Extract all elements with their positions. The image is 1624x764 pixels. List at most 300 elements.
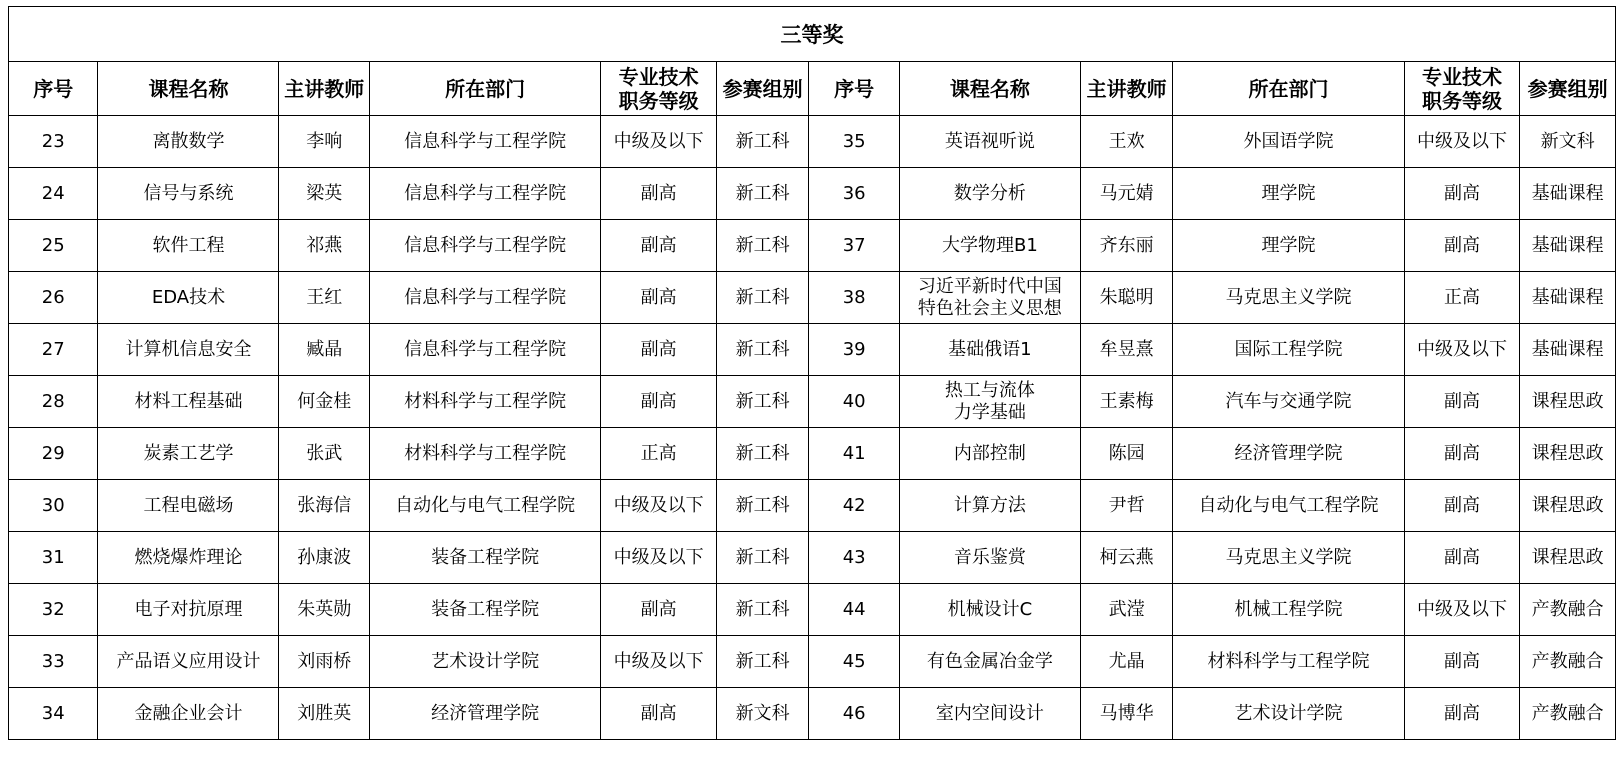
left-seq-cell-text: 30: [41, 494, 65, 516]
left-department-cell-text: 经济管理学院: [431, 702, 540, 724]
left-title-level-cell-text: 副高: [640, 234, 677, 256]
right-department-cell-text: 理学院: [1261, 234, 1316, 256]
left-department-cell-text: 材料科学与工程学院: [404, 442, 567, 464]
left-title-level-cell-text: 副高: [640, 338, 677, 360]
left-course-name-cell: [98, 688, 279, 740]
right-course-name-cell: [899, 480, 1080, 532]
left-seq-cell: [9, 688, 98, 740]
left-teacher-cell-text: 刘雨桥: [297, 650, 352, 672]
left-course-name-cell: [98, 532, 279, 584]
right-course-name-cell: [899, 428, 1080, 480]
right-department-cell: [1173, 480, 1404, 532]
right-department-cell: [1173, 324, 1404, 376]
left-department-cell-text: 信息科学与工程学院: [404, 286, 567, 308]
right-seq-cell: [809, 220, 900, 272]
left-title-level-cell-text: 副高: [640, 390, 677, 412]
left-seq-cell: [9, 428, 98, 480]
left-department-cell: [369, 376, 600, 428]
left-group-cell: [716, 636, 809, 688]
right-seq-cell: [809, 480, 900, 532]
right-teacher-cell-text: 王欢: [1108, 130, 1145, 152]
left-group-header-text: 参赛组别: [722, 76, 803, 101]
right-course-name-cell: [899, 168, 1080, 220]
right-title-level-cell: [1404, 584, 1520, 636]
left-course-name-cell: [98, 376, 279, 428]
right-title-level-cell-text: 正高: [1444, 286, 1480, 308]
left-seq-cell-text: 26: [41, 286, 65, 308]
right-seq-cell: [809, 324, 900, 376]
left-department-cell: [369, 324, 600, 376]
left-teacher-cell: [279, 636, 370, 688]
left-teacher-cell: [279, 688, 370, 740]
right-title-level-cell-text: 中级及以下: [1417, 598, 1507, 620]
right-teacher-cell: [1080, 168, 1173, 220]
right-department-cell-text: 马克思主义学院: [1225, 546, 1352, 568]
left-course-name-cell: [98, 428, 279, 480]
left-teacher-cell-text: 刘胜英: [297, 702, 352, 724]
left-teacher-cell: [279, 584, 370, 636]
right-title-level-cell-text: 中级及以下: [1417, 130, 1507, 152]
right-group-cell-text: 基础课程: [1531, 234, 1604, 256]
right-course-name-cell-text: 基础俄语1: [948, 338, 1032, 360]
left-seq-cell-text: 32: [41, 598, 65, 620]
right-department-cell: [1173, 220, 1404, 272]
right-department-cell: [1173, 272, 1404, 324]
right-title-level-cell-text: 副高: [1444, 494, 1480, 516]
left-course-name-cell-text: 离散数学: [152, 130, 225, 152]
right-department-cell: [1173, 584, 1404, 636]
left-teacher-cell-text: 何金桂: [297, 390, 352, 412]
right-teacher-cell-text: 马元婧: [1099, 182, 1154, 204]
left-group-cell: [716, 584, 809, 636]
right-title-level-header-text: 专业技术 职务等级: [1422, 64, 1502, 113]
left-teacher-cell-text: 王红: [306, 286, 343, 308]
right-group-cell-text: 课程思政: [1531, 390, 1604, 412]
right-course-name-cell-text: 英语视听说: [944, 130, 1035, 152]
left-department-header-text: 所在部门: [445, 76, 526, 101]
right-seq-cell-text: 35: [842, 130, 866, 152]
right-course-name-cell: [899, 220, 1080, 272]
left-teacher-cell-text: 李响: [306, 130, 343, 152]
left-seq-cell: [9, 168, 98, 220]
right-seq-cell: [809, 584, 900, 636]
table-row: [9, 688, 1616, 740]
right-course-name-cell: [899, 376, 1080, 428]
right-group-cell: [1520, 376, 1616, 428]
right-seq-cell: [809, 688, 900, 740]
right-group-cell-text: 产教融合: [1531, 702, 1604, 724]
right-teacher-cell-text: 柯云燕: [1099, 546, 1154, 568]
table-title: 三等奖: [9, 7, 1616, 62]
right-course-name-cell: [899, 636, 1080, 688]
right-seq-cell-text: 42: [842, 494, 866, 516]
left-seq-cell: [9, 584, 98, 636]
left-group-cell: [716, 376, 809, 428]
left-department-header: [369, 62, 600, 116]
right-teacher-cell: [1080, 584, 1173, 636]
right-course-name-cell-text: 内部控制: [953, 442, 1026, 464]
right-group-cell: [1520, 220, 1616, 272]
left-group-cell-text: 新工科: [735, 390, 790, 412]
right-department-cell: [1173, 636, 1404, 688]
left-course-name-cell-text: 炭素工艺学: [143, 442, 234, 464]
right-course-name-cell-text: 习近平新时代中国 特色社会主义思想: [917, 275, 1062, 319]
right-teacher-header-text: 主讲教师: [1086, 76, 1167, 101]
left-department-cell: [369, 168, 600, 220]
right-teacher-cell: [1080, 116, 1173, 168]
left-teacher-cell: [279, 168, 370, 220]
right-seq-cell-text: 38: [842, 286, 866, 308]
left-group-cell-text: 新工科: [735, 130, 790, 152]
right-teacher-cell: [1080, 428, 1173, 480]
left-teacher-cell-text: 张武: [306, 442, 343, 464]
left-group-header: [716, 62, 809, 116]
left-seq-cell-text: 25: [41, 234, 65, 256]
right-seq-cell-text: 41: [842, 442, 866, 464]
right-seq-cell: [809, 428, 900, 480]
table-row: [9, 480, 1616, 532]
left-title-level-cell: [601, 428, 717, 480]
right-teacher-cell-text: 尤晶: [1108, 650, 1145, 672]
left-group-cell: [716, 272, 809, 324]
left-title-level-cell: [601, 636, 717, 688]
right-title-level-cell: [1404, 428, 1520, 480]
right-course-name-cell-text: 有色金属冶金学: [926, 650, 1053, 672]
right-group-cell: [1520, 532, 1616, 584]
right-title-level-cell: [1404, 116, 1520, 168]
right-group-cell-text: 课程思政: [1531, 546, 1604, 568]
left-teacher-cell: [279, 116, 370, 168]
right-title-level-cell-text: 副高: [1444, 390, 1480, 412]
left-course-name-header: [98, 62, 279, 116]
right-group-cell: [1520, 480, 1616, 532]
left-group-cell-text: 新工科: [735, 234, 790, 256]
right-group-cell: [1520, 688, 1616, 740]
right-group-cell-text: 基础课程: [1531, 182, 1604, 204]
right-department-cell-text: 机械工程学院: [1234, 598, 1343, 620]
left-department-cell-text: 信息科学与工程学院: [404, 338, 567, 360]
left-group-cell-text: 新工科: [735, 598, 790, 620]
right-teacher-cell-text: 尹哲: [1108, 494, 1145, 516]
right-group-cell-text: 课程思政: [1531, 494, 1604, 516]
left-seq-cell-text: 24: [41, 182, 65, 204]
left-seq-cell: [9, 376, 98, 428]
right-course-name-cell-text: 计算方法: [953, 494, 1026, 516]
left-seq-cell: [9, 116, 98, 168]
right-group-cell-text: 课程思政: [1531, 442, 1604, 464]
left-group-cell-text: 新工科: [735, 442, 790, 464]
header-row: [9, 62, 1616, 116]
right-title-level-cell-text: 副高: [1444, 546, 1480, 568]
left-teacher-cell: [279, 324, 370, 376]
right-department-cell-text: 马克思主义学院: [1225, 286, 1352, 308]
right-department-cell-text: 自动化与电气工程学院: [1198, 494, 1379, 516]
left-course-name-cell-text: 软件工程: [152, 234, 225, 256]
left-teacher-cell-text: 孙康波: [297, 546, 352, 568]
right-title-level-cell: [1404, 220, 1520, 272]
left-title-level-cell: [601, 324, 717, 376]
right-group-cell: [1520, 272, 1616, 324]
right-group-cell: [1520, 428, 1616, 480]
right-department-header: [1173, 62, 1404, 116]
table-row: [9, 376, 1616, 428]
table-row: [9, 116, 1616, 168]
left-teacher-cell-text: 祁燕: [306, 234, 343, 256]
right-course-name-cell: [899, 584, 1080, 636]
right-department-cell: [1173, 376, 1404, 428]
right-group-cell: [1520, 584, 1616, 636]
right-seq-header: [809, 62, 900, 116]
right-title-level-cell: [1404, 480, 1520, 532]
left-title-level-cell-text: 中级及以下: [613, 130, 704, 152]
left-group-cell-text: 新工科: [735, 546, 790, 568]
right-department-cell: [1173, 116, 1404, 168]
right-seq-cell: [809, 532, 900, 584]
left-title-level-cell: [601, 116, 717, 168]
left-course-name-cell: [98, 220, 279, 272]
right-title-level-cell: [1404, 376, 1520, 428]
left-course-name-cell-text: 材料工程基础: [134, 390, 243, 412]
left-course-name-cell: [98, 636, 279, 688]
left-course-name-cell: [98, 168, 279, 220]
left-teacher-cell: [279, 272, 370, 324]
left-seq-header-text: 序号: [33, 76, 74, 101]
left-seq-cell-text: 29: [41, 442, 65, 464]
right-course-name-cell: [899, 688, 1080, 740]
left-course-name-cell-text: 信号与系统: [143, 182, 234, 204]
left-seq-cell: [9, 636, 98, 688]
right-title-level-cell-text: 副高: [1444, 234, 1480, 256]
right-seq-header-text: 序号: [834, 76, 875, 101]
left-teacher-header: [279, 62, 370, 116]
right-teacher-cell: [1080, 272, 1173, 324]
right-seq-cell: [809, 272, 900, 324]
left-group-cell-text: 新文科: [735, 702, 790, 724]
right-teacher-cell-text: 武滢: [1108, 598, 1145, 620]
left-teacher-cell-text: 朱英勋: [297, 598, 352, 620]
left-department-cell: [369, 220, 600, 272]
right-group-cell-text: 产教融合: [1531, 598, 1604, 620]
title-row: [9, 7, 1616, 62]
right-seq-cell-text: 43: [842, 546, 866, 568]
left-department-cell: [369, 636, 600, 688]
right-seq-cell-text: 46: [842, 702, 866, 724]
right-seq-cell-text: 37: [842, 234, 866, 256]
right-course-name-header: [899, 62, 1080, 116]
left-group-cell: [716, 220, 809, 272]
left-title-level-cell: [601, 376, 717, 428]
right-course-name-cell: [899, 272, 1080, 324]
right-title-level-cell-text: 副高: [1444, 442, 1480, 464]
left-course-name-cell-text: 产品语义应用设计: [116, 650, 261, 672]
right-seq-cell: [809, 168, 900, 220]
right-group-cell-text: 产教融合: [1531, 650, 1604, 672]
right-seq-cell: [809, 636, 900, 688]
right-title-level-cell: [1404, 168, 1520, 220]
left-title-level-cell: [601, 272, 717, 324]
right-title-level-cell: [1404, 532, 1520, 584]
left-seq-header: [9, 62, 98, 116]
left-course-name-cell: [98, 272, 279, 324]
right-teacher-cell-text: 齐东丽: [1099, 234, 1154, 256]
right-group-cell-text: 基础课程: [1531, 286, 1604, 308]
right-course-name-cell: [899, 532, 1080, 584]
left-department-cell: [369, 584, 600, 636]
left-department-cell-text: 信息科学与工程学院: [404, 234, 567, 256]
left-group-cell: [716, 480, 809, 532]
left-teacher-cell: [279, 480, 370, 532]
left-title-level-cell-text: 中级及以下: [613, 546, 704, 568]
left-seq-cell-text: 27: [41, 338, 65, 360]
left-title-level-cell: [601, 532, 717, 584]
left-group-cell: [716, 116, 809, 168]
right-title-level-cell-text: 副高: [1444, 702, 1480, 724]
right-seq-cell-text: 36: [842, 182, 866, 204]
left-teacher-cell: [279, 376, 370, 428]
right-course-name-cell-text: 大学物理B1: [942, 234, 1038, 256]
left-group-cell-text: 新工科: [735, 494, 790, 516]
right-department-cell-text: 材料科学与工程学院: [1207, 650, 1370, 672]
left-department-cell: [369, 688, 600, 740]
left-course-name-cell-text: EDA技术: [151, 286, 226, 308]
left-course-name-cell: [98, 480, 279, 532]
right-teacher-cell: [1080, 688, 1173, 740]
left-group-cell: [716, 168, 809, 220]
table-row: [9, 324, 1616, 376]
right-teacher-cell: [1080, 480, 1173, 532]
right-course-name-cell: [899, 116, 1080, 168]
right-group-cell: [1520, 168, 1616, 220]
right-course-name-header-text: 课程名称: [949, 76, 1030, 101]
left-department-cell: [369, 272, 600, 324]
right-department-cell-text: 艺术设计学院: [1234, 702, 1343, 724]
left-group-cell: [716, 428, 809, 480]
left-title-level-cell-text: 副高: [640, 598, 677, 620]
left-seq-cell-text: 23: [41, 130, 65, 152]
left-teacher-cell-text: 梁英: [306, 182, 343, 204]
right-group-cell: [1520, 636, 1616, 688]
left-title-level-cell: [601, 688, 717, 740]
left-group-cell-text: 新工科: [735, 182, 790, 204]
right-title-level-cell-text: 副高: [1444, 650, 1480, 672]
left-department-cell-text: 材料科学与工程学院: [404, 390, 567, 412]
right-course-name-cell-text: 机械设计C: [947, 598, 1033, 620]
right-department-cell: [1173, 532, 1404, 584]
left-course-name-cell-text: 工程电磁场: [143, 494, 234, 516]
left-course-name-cell-text: 金融企业会计: [134, 702, 243, 724]
right-title-level-header: [1404, 62, 1520, 116]
left-title-level-cell-text: 中级及以下: [613, 494, 704, 516]
left-department-cell-text: 装备工程学院: [431, 598, 540, 620]
table-row: [9, 532, 1616, 584]
left-course-name-cell: [98, 324, 279, 376]
left-teacher-cell-text: 张海信: [297, 494, 352, 516]
left-group-cell-text: 新工科: [735, 338, 790, 360]
left-seq-cell: [9, 220, 98, 272]
right-department-cell-text: 外国语学院: [1243, 130, 1334, 152]
right-group-cell-text: 基础课程: [1531, 338, 1604, 360]
left-group-cell: [716, 688, 809, 740]
award-table-container: [8, 6, 1616, 740]
right-teacher-cell: [1080, 636, 1173, 688]
award-table: [8, 6, 1616, 740]
table-row: [9, 636, 1616, 688]
left-title-level-cell: [601, 168, 717, 220]
left-department-cell: [369, 480, 600, 532]
left-title-level-header: [601, 62, 717, 116]
left-seq-cell-text: 28: [41, 390, 65, 412]
left-department-cell-text: 信息科学与工程学院: [404, 182, 567, 204]
left-group-cell-text: 新工科: [735, 650, 790, 672]
left-department-cell: [369, 116, 600, 168]
right-teacher-cell-text: 陈园: [1108, 442, 1145, 464]
right-course-name-cell-text: 数学分析: [953, 182, 1026, 204]
left-course-name-cell-text: 燃烧爆炸理论: [134, 546, 243, 568]
left-title-level-cell-text: 中级及以下: [613, 650, 704, 672]
left-course-name-cell-text: 电子对抗原理: [134, 598, 243, 620]
left-department-cell-text: 装备工程学院: [431, 546, 540, 568]
right-teacher-cell: [1080, 220, 1173, 272]
left-course-name-cell-text: 计算机信息安全: [125, 338, 252, 360]
table-row: [9, 584, 1616, 636]
left-department-cell: [369, 428, 600, 480]
right-teacher-cell-text: 朱聪明: [1099, 286, 1154, 308]
left-group-cell: [716, 324, 809, 376]
right-seq-cell-text: 40: [842, 390, 866, 412]
right-department-cell-text: 汽车与交通学院: [1225, 390, 1352, 412]
right-department-cell-text: 理学院: [1261, 182, 1316, 204]
table-row: [9, 168, 1616, 220]
left-teacher-cell: [279, 220, 370, 272]
right-course-name-cell-text: 音乐鉴赏: [953, 546, 1026, 568]
left-teacher-cell-text: 臧晶: [306, 338, 343, 360]
right-title-level-cell-text: 中级及以下: [1417, 338, 1507, 360]
left-teacher-header-text: 主讲教师: [284, 76, 365, 101]
left-title-level-cell: [601, 584, 717, 636]
right-title-level-cell: [1404, 688, 1520, 740]
right-department-cell: [1173, 688, 1404, 740]
table-row: [9, 272, 1616, 324]
right-department-cell-text: 经济管理学院: [1234, 442, 1343, 464]
left-title-level-header-text: 专业技术 职务等级: [618, 64, 699, 113]
right-department-cell: [1173, 428, 1404, 480]
left-seq-cell: [9, 272, 98, 324]
left-title-level-cell-text: 正高: [640, 442, 677, 464]
right-group-header: [1520, 62, 1616, 116]
left-group-cell: [716, 532, 809, 584]
table-row: [9, 428, 1616, 480]
right-teacher-cell: [1080, 324, 1173, 376]
right-title-level-cell: [1404, 324, 1520, 376]
left-teacher-cell: [279, 532, 370, 584]
left-title-level-cell: [601, 220, 717, 272]
right-title-level-cell: [1404, 636, 1520, 688]
left-seq-cell-text: 31: [41, 546, 65, 568]
left-course-name-cell: [98, 116, 279, 168]
left-seq-cell: [9, 324, 98, 376]
right-group-cell: [1520, 116, 1616, 168]
right-group-cell: [1520, 324, 1616, 376]
right-department-cell: [1173, 168, 1404, 220]
left-seq-cell-text: 33: [41, 650, 65, 672]
left-department-cell-text: 艺术设计学院: [431, 650, 540, 672]
right-course-name-cell: [899, 324, 1080, 376]
right-course-name-cell-text: 热工与流体 力学基础: [944, 379, 1035, 423]
right-department-cell-text: 国际工程学院: [1234, 338, 1343, 360]
right-group-header-text: 参赛组别: [1527, 76, 1608, 101]
left-title-level-cell-text: 副高: [640, 286, 677, 308]
left-department-cell-text: 信息科学与工程学院: [404, 130, 567, 152]
